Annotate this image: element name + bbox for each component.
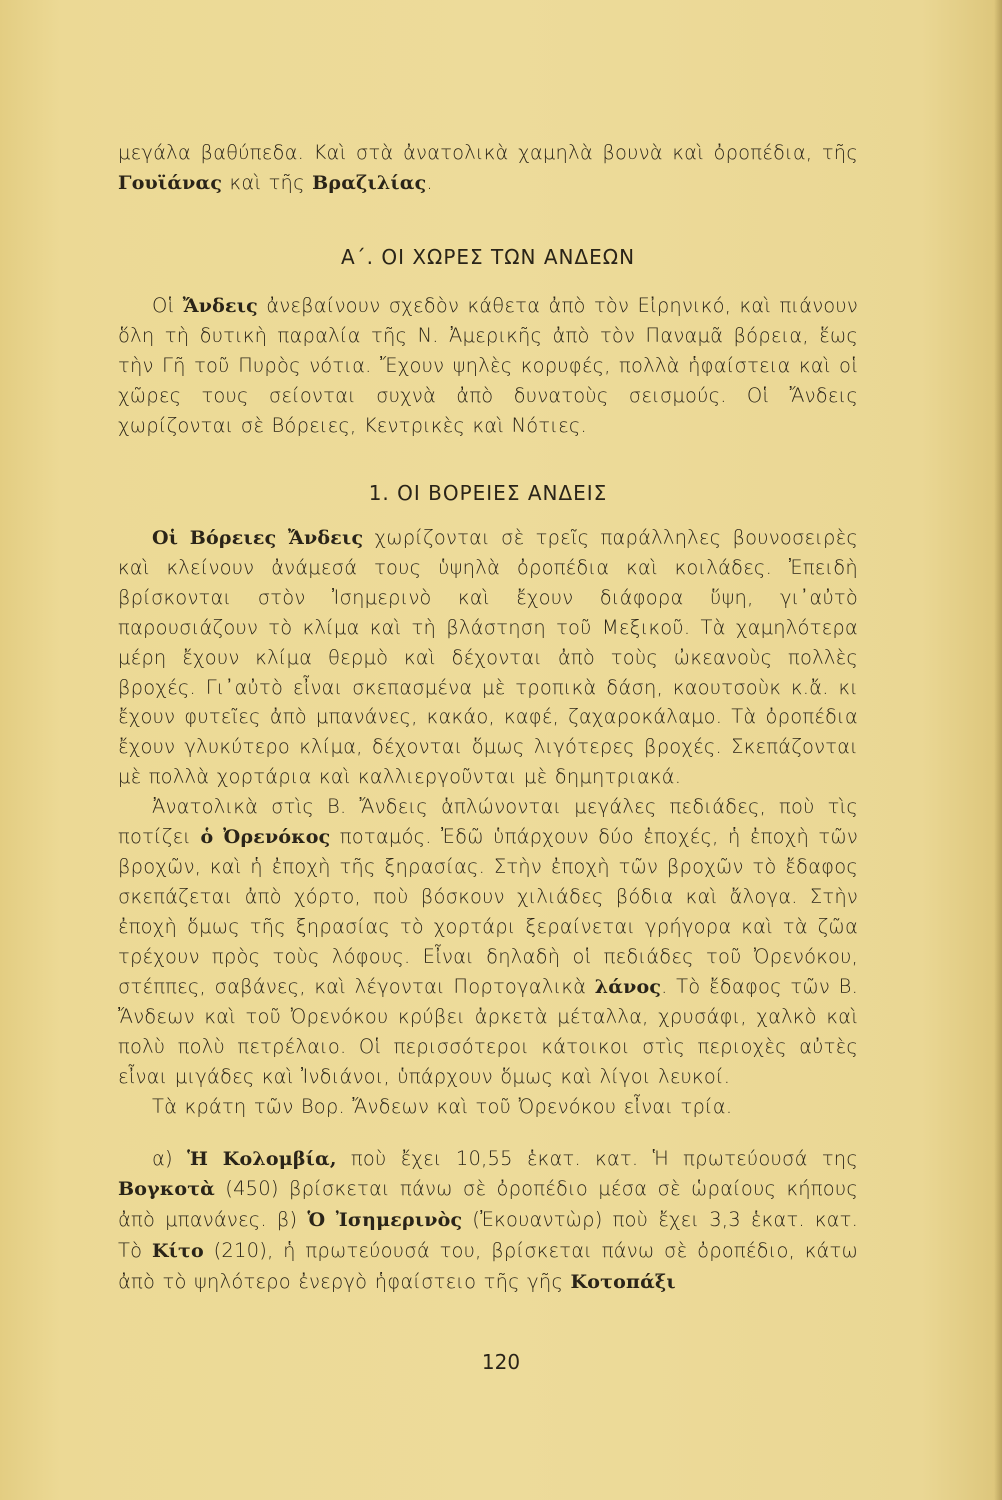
text-run: . (426, 170, 433, 194)
section-heading-a: Α΄. ΟΙ ΧΩΡΕΣ ΤΩΝ ΑΝΔΕΩΝ (340, 244, 636, 269)
text-run: Ἀνατολικὰ στὶς Β. Ἄνδεις ἁπλώνονται μεγάλες πεδιάδες, ποὺ τὶς ποτίζει (118, 794, 858, 848)
bold-term: Κίτο (151, 1239, 204, 1262)
text-run: Οἱ (152, 293, 183, 317)
northern-andes-paragraph (118, 523, 858, 792)
bold-term: Ἄνδεις (182, 294, 258, 317)
bold-term: ὁ Ὀρενόκος (200, 825, 331, 848)
text-run: ποὺ ἔχει 10,55 ἑκατ. κατ. Ἡ πρωτεύουσά της (336, 1146, 858, 1170)
bold-term: Ἡ Κολομβία, (187, 1147, 337, 1170)
text-run: (210), ἡ πρωτεύουσά του, βρίσκεται πάνω σὲ ὀροπέδιο, κάτω ἀπὸ τὸ ψηλότερο ἐνεργὸ ἡφαίστειο τῆς γῆς (118, 1238, 858, 1293)
bold-term: Οἱ Βόρειες Ἄνδεις (152, 526, 364, 549)
page-edge-shadow (994, 0, 1002, 1500)
section-heading-1: 1. ΟΙ ΒΟΡΕΙΕΣ ΑΝΔΕΙΣ (368, 480, 608, 505)
paragraph-gap (118, 1122, 858, 1144)
andes-paragraph (118, 291, 858, 441)
text-run: . Τὸ ἔδαφος τῶν Β. Ἄνδεων καὶ τοῦ Ὀρενόκου κρύβει ἀρκετὰ μέταλλα, χρυσάφι, χαλκὸ καὶ πολὺ πολὺ πετρέλαιο. Οἱ περισσότεροι κάτοικοι στὶς περιοχὲς αὐτὲς εἶναι μιγάδες καὶ Ἰνδιάνοι, ὑπάρχουν ὅμως καὶ λίγοι λευκοί. (118, 974, 858, 1088)
text-run: χωρίζονται σὲ τρεῖς παράλληλες βουνοσειρὲς καὶ κλείνουν ἀνάμεσά τους ὑψηλὰ ὀροπέδια καὶ κοιλάδες. Ἐπειδὴ βρίσκονται στὸν Ἰσημερινὸ καὶ ἔχουν διάφορα ὕψη, γι᾽αὐτὸ παρουσιάζουν τὸ κλίμα καὶ τὴ βλάστηση τοῦ Μεξικοῦ. Τὰ χαμηλότερα μέρη ἔχουν κλίμα θερμὸ καὶ δέχονται ἀπὸ τοὺς ὠκεανοὺς πολλὲς βροχές. Γι᾽αὐτὸ εἶναι σκεπασμένα μὲ τροπικὰ δάση, καουτσοὺκ κ.ἄ. κι ἔχουν φυτεῖες ἀπὸ μπανάνες, κακάο, καφέ, ζαχαροκάλαμο. Τὰ ὀροπέδια ἔχουν γλυκύτερο κλίμα, δέχονται ὅμως λιγότερες βροχές. Σκεπάζονται μὲ πολλὰ χορτάρια καὶ καλλιεργοῦνται μὲ δημητριακά. (118, 525, 859, 788)
bold-term: λάνος (594, 975, 662, 998)
text-run: (Ἐκουαντὼρ) ποὺ ἔχει 3,3 ἑκατ. κατ. Τὸ (118, 1208, 858, 1262)
bold-term: Γουϊάνας (118, 171, 223, 194)
text-run: (450) βρίσκεται πάνω σὲ ὀροπέδιο μέσα σὲ ὡραίους κήπους ἀπὸ μπανάνες. β) (118, 1177, 858, 1232)
text-run: καὶ τῆς (222, 170, 313, 194)
page-number: 120 (481, 1350, 521, 1374)
bold-term: Ὁ Ἰσημερινὸς (307, 1209, 463, 1232)
intro-paragraph (118, 138, 858, 199)
book-page (118, 138, 858, 1298)
text-run: μεγάλα βαθύπεδα. Καὶ στὰ ἀνατολικὰ χαμηλὰ βουνὰ καὶ ὀροπέδια, τῆς (118, 141, 858, 164)
text-run: α) (152, 1146, 188, 1170)
bold-term: Κοτοπάξι (570, 1270, 676, 1293)
text-run: ἀνεβαίνουν σχεδὸν κάθετα ἀπὸ τὸν Εἰρηνικό, καὶ πιάνουν ὅλη τὴ δυτικὴ παραλία τῆς Ν. Ἀμερικῆς ἀπὸ τὸν Παναμᾶ βόρεια, ἕως τὴν Γῆ τοῦ Πυρὸς νότια. Ἔχουν ψηλὲς κορυφές, πολλὰ ἡφαίστεια καὶ οἱ χῶρες τους σείονται συχνὰ ἀπὸ δυνατοὺς σεισμούς. Οἱ Ἄνδεις χωρίζονται σὲ Βόρειες, Κεντρικὲς καὶ Νότιες. (118, 293, 858, 437)
text-run: ποταμός. Ἐδῶ ὑπάρχουν δύο ἐποχές, ἡ ἐποχὴ τῶν βροχῶν, καὶ ἡ ἐποχὴ τῆς ξηρασίας. Στὴν ἐποχὴ τῶν βροχῶν τὸ ἔδαφος σκεπάζεται ἀπὸ χόρτο, ποὺ βόσκουν χιλιάδες βόδια καὶ ἄλογα. Στὴν ἐποχὴ ὅμως τῆς ξηρασίας τὸ χορτάρι ξεραίνεται γρήγορα καὶ τὰ ζῶα τρέχουν πρὸς τοὺς λόφους. Εἶναι δηλαδὴ οἱ πεδιάδες τοῦ Ὀρενόκου, στέππες, σαβάνες, καὶ λέγονται Πορτογαλικὰ (118, 824, 858, 998)
countries-paragraph (118, 1144, 858, 1298)
orinoco-paragraph (118, 792, 858, 1092)
states-paragraph: Τὰ κράτη τῶν Βορ. Ἄνδεων καὶ τοῦ Ὀρενόκου εἶναι τρία. (152, 1094, 733, 1118)
bold-term: Βραζιλίας (312, 171, 427, 194)
bold-term: Βογκοτὰ (118, 1178, 215, 1201)
